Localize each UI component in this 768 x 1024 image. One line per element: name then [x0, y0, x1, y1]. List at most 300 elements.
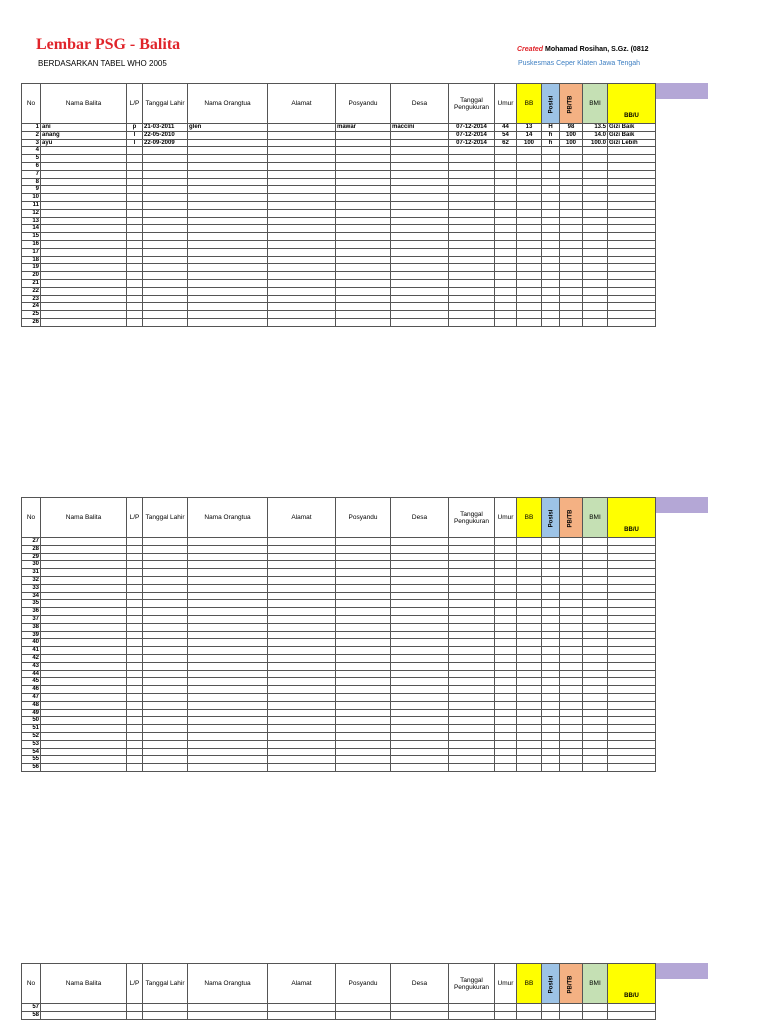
- cell-no[interactable]: 14: [22, 225, 41, 233]
- cell-bbu[interactable]: [608, 740, 656, 748]
- cell-desa[interactable]: [391, 654, 449, 662]
- cell-bb[interactable]: [517, 631, 542, 639]
- cell-no[interactable]: 39: [22, 631, 41, 639]
- cell-bmi[interactable]: [583, 240, 608, 248]
- cell-orangtua[interactable]: [188, 725, 268, 733]
- cell-tgl_ukur[interactable]: [449, 287, 495, 295]
- cell-bbu[interactable]: [608, 209, 656, 217]
- cell-orangtua[interactable]: [188, 592, 268, 600]
- cell-orangtua[interactable]: [188, 670, 268, 678]
- cell-bb[interactable]: [517, 678, 542, 686]
- cell-pbtb[interactable]: [560, 608, 583, 616]
- cell-bmi[interactable]: [583, 178, 608, 186]
- cell-bbu[interactable]: [608, 592, 656, 600]
- cell-umur[interactable]: [495, 287, 517, 295]
- cell-pbtb[interactable]: [560, 686, 583, 694]
- cell-bb[interactable]: [517, 748, 542, 756]
- cell-orangtua[interactable]: [188, 318, 268, 326]
- cell-bbu[interactable]: [608, 1004, 656, 1012]
- cell-tgl_ukur[interactable]: [449, 678, 495, 686]
- cell-tgl_ukur[interactable]: [449, 303, 495, 311]
- cell-posyandu[interactable]: [336, 592, 391, 600]
- cell-nama[interactable]: [41, 725, 127, 733]
- cell-posisi[interactable]: [542, 209, 560, 217]
- cell-bb[interactable]: [517, 295, 542, 303]
- cell-no[interactable]: 48: [22, 701, 41, 709]
- cell-pbtb[interactable]: [560, 553, 583, 561]
- cell-no[interactable]: 8: [22, 178, 41, 186]
- cell-umur[interactable]: [495, 194, 517, 202]
- cell-bb[interactable]: [517, 194, 542, 202]
- cell-bbu[interactable]: [608, 732, 656, 740]
- cell-tgl_ukur[interactable]: [449, 201, 495, 209]
- cell-no[interactable]: 2: [22, 131, 41, 139]
- cell-orangtua[interactable]: [188, 225, 268, 233]
- cell-posisi[interactable]: [542, 764, 560, 772]
- cell-alamat[interactable]: [268, 240, 336, 248]
- cell-orangtua[interactable]: [188, 264, 268, 272]
- cell-nama[interactable]: [41, 608, 127, 616]
- cell-desa[interactable]: [391, 545, 449, 553]
- cell-bbu[interactable]: [608, 272, 656, 280]
- cell-posisi[interactable]: [542, 155, 560, 163]
- cell-nama[interactable]: [41, 279, 127, 287]
- cell-alamat[interactable]: [268, 748, 336, 756]
- cell-bbu[interactable]: [608, 561, 656, 569]
- cell-posyandu[interactable]: mawar: [336, 124, 391, 132]
- cell-umur[interactable]: [495, 561, 517, 569]
- cell-posisi[interactable]: [542, 545, 560, 553]
- cell-nama[interactable]: [41, 287, 127, 295]
- cell-posisi[interactable]: [542, 709, 560, 717]
- cell-umur[interactable]: [495, 538, 517, 546]
- cell-posyandu[interactable]: [336, 576, 391, 584]
- cell-umur[interactable]: [495, 748, 517, 756]
- cell-lp[interactable]: [127, 740, 143, 748]
- cell-pbtb[interactable]: [560, 647, 583, 655]
- cell-alamat[interactable]: [268, 701, 336, 709]
- cell-lp[interactable]: [127, 756, 143, 764]
- cell-umur[interactable]: [495, 631, 517, 639]
- cell-nama[interactable]: [41, 639, 127, 647]
- cell-lp[interactable]: [127, 155, 143, 163]
- cell-tgl_ukur[interactable]: [449, 279, 495, 287]
- cell-alamat[interactable]: [268, 272, 336, 280]
- cell-no[interactable]: 50: [22, 717, 41, 725]
- cell-posyandu[interactable]: [336, 295, 391, 303]
- cell-posyandu[interactable]: [336, 1004, 391, 1012]
- cell-tgl_lahir[interactable]: [143, 264, 188, 272]
- cell-pbtb[interactable]: [560, 264, 583, 272]
- cell-no[interactable]: 32: [22, 576, 41, 584]
- cell-desa[interactable]: [391, 592, 449, 600]
- cell-posyandu[interactable]: [336, 631, 391, 639]
- cell-umur[interactable]: [495, 553, 517, 561]
- cell-no[interactable]: 21: [22, 279, 41, 287]
- cell-tgl_ukur[interactable]: [449, 264, 495, 272]
- cell-posisi[interactable]: [542, 1011, 560, 1019]
- cell-lp[interactable]: [127, 709, 143, 717]
- cell-pbtb[interactable]: [560, 740, 583, 748]
- cell-tgl_lahir[interactable]: [143, 201, 188, 209]
- cell-no[interactable]: 38: [22, 623, 41, 631]
- cell-lp[interactable]: [127, 295, 143, 303]
- cell-posisi[interactable]: [542, 670, 560, 678]
- cell-bb[interactable]: [517, 318, 542, 326]
- cell-lp[interactable]: [127, 732, 143, 740]
- cell-posyandu[interactable]: [336, 287, 391, 295]
- cell-tgl_lahir[interactable]: [143, 155, 188, 163]
- cell-orangtua[interactable]: [188, 538, 268, 546]
- cell-posyandu[interactable]: [336, 538, 391, 546]
- cell-umur[interactable]: [495, 732, 517, 740]
- cell-alamat[interactable]: [268, 318, 336, 326]
- cell-tgl_lahir[interactable]: [143, 279, 188, 287]
- cell-no[interactable]: 51: [22, 725, 41, 733]
- cell-orangtua[interactable]: [188, 561, 268, 569]
- cell-orangtua[interactable]: [188, 209, 268, 217]
- cell-pbtb[interactable]: [560, 217, 583, 225]
- cell-nama[interactable]: [41, 576, 127, 584]
- cell-alamat[interactable]: [268, 662, 336, 670]
- cell-tgl_ukur[interactable]: [449, 248, 495, 256]
- cell-alamat[interactable]: [268, 233, 336, 241]
- cell-nama[interactable]: [41, 545, 127, 553]
- cell-bbu[interactable]: Gizi Lebih: [608, 139, 656, 147]
- cell-lp[interactable]: [127, 693, 143, 701]
- cell-lp[interactable]: [127, 178, 143, 186]
- cell-lp[interactable]: [127, 553, 143, 561]
- cell-tgl_ukur[interactable]: [449, 272, 495, 280]
- cell-nama[interactable]: [41, 670, 127, 678]
- cell-tgl_ukur[interactable]: [449, 693, 495, 701]
- cell-lp[interactable]: [127, 615, 143, 623]
- cell-posyandu[interactable]: [336, 623, 391, 631]
- cell-bbu[interactable]: [608, 162, 656, 170]
- cell-bmi[interactable]: 13.5: [583, 124, 608, 132]
- cell-umur[interactable]: [495, 709, 517, 717]
- cell-lp[interactable]: [127, 764, 143, 772]
- cell-bb[interactable]: [517, 279, 542, 287]
- cell-posisi[interactable]: [542, 647, 560, 655]
- cell-posisi[interactable]: [542, 623, 560, 631]
- cell-no[interactable]: 46: [22, 686, 41, 694]
- cell-posyandu[interactable]: [336, 600, 391, 608]
- cell-bmi[interactable]: [583, 686, 608, 694]
- cell-bmi[interactable]: [583, 162, 608, 170]
- cell-posyandu[interactable]: [336, 1011, 391, 1019]
- cell-desa[interactable]: [391, 732, 449, 740]
- cell-umur[interactable]: [495, 217, 517, 225]
- cell-alamat[interactable]: [268, 201, 336, 209]
- cell-umur[interactable]: [495, 318, 517, 326]
- cell-posyandu[interactable]: [336, 545, 391, 553]
- cell-nama[interactable]: [41, 732, 127, 740]
- cell-lp[interactable]: [127, 1004, 143, 1012]
- cell-desa[interactable]: [391, 295, 449, 303]
- cell-pbtb[interactable]: [560, 295, 583, 303]
- cell-desa[interactable]: [391, 217, 449, 225]
- cell-posyandu[interactable]: [336, 264, 391, 272]
- cell-alamat[interactable]: [268, 545, 336, 553]
- cell-orangtua[interactable]: [188, 569, 268, 577]
- cell-bb[interactable]: [517, 725, 542, 733]
- cell-desa[interactable]: [391, 248, 449, 256]
- cell-lp[interactable]: [127, 279, 143, 287]
- cell-posisi[interactable]: [542, 201, 560, 209]
- cell-posyandu[interactable]: [336, 725, 391, 733]
- cell-bmi[interactable]: [583, 147, 608, 155]
- cell-posisi[interactable]: [542, 639, 560, 647]
- cell-orangtua[interactable]: [188, 631, 268, 639]
- cell-desa[interactable]: [391, 272, 449, 280]
- cell-bmi[interactable]: [583, 303, 608, 311]
- cell-nama[interactable]: [41, 318, 127, 326]
- cell-desa[interactable]: [391, 311, 449, 319]
- cell-desa[interactable]: [391, 318, 449, 326]
- cell-umur[interactable]: [495, 740, 517, 748]
- cell-lp[interactable]: [127, 623, 143, 631]
- cell-pbtb[interactable]: [560, 584, 583, 592]
- cell-bbu[interactable]: [608, 662, 656, 670]
- cell-bmi[interactable]: [583, 576, 608, 584]
- cell-alamat[interactable]: [268, 764, 336, 772]
- cell-nama[interactable]: [41, 623, 127, 631]
- cell-bb[interactable]: [517, 654, 542, 662]
- cell-desa[interactable]: [391, 538, 449, 546]
- cell-nama[interactable]: [41, 194, 127, 202]
- cell-desa[interactable]: [391, 600, 449, 608]
- cell-posisi[interactable]: [542, 631, 560, 639]
- cell-orangtua[interactable]: [188, 647, 268, 655]
- cell-bb[interactable]: [517, 584, 542, 592]
- cell-umur[interactable]: [495, 240, 517, 248]
- cell-alamat[interactable]: [268, 147, 336, 155]
- cell-tgl_lahir[interactable]: [143, 732, 188, 740]
- cell-posyandu[interactable]: [336, 225, 391, 233]
- cell-tgl_lahir[interactable]: [143, 701, 188, 709]
- cell-bbu[interactable]: [608, 600, 656, 608]
- cell-tgl_lahir[interactable]: [143, 569, 188, 577]
- cell-pbtb[interactable]: [560, 147, 583, 155]
- cell-nama[interactable]: [41, 225, 127, 233]
- cell-nama[interactable]: [41, 240, 127, 248]
- cell-nama[interactable]: [41, 647, 127, 655]
- cell-umur[interactable]: [495, 654, 517, 662]
- cell-pbtb[interactable]: [560, 545, 583, 553]
- cell-no[interactable]: 13: [22, 217, 41, 225]
- cell-umur[interactable]: [495, 147, 517, 155]
- cell-desa[interactable]: [391, 287, 449, 295]
- cell-no[interactable]: 35: [22, 600, 41, 608]
- cell-tgl_lahir[interactable]: [143, 764, 188, 772]
- cell-no[interactable]: 25: [22, 311, 41, 319]
- cell-alamat[interactable]: [268, 584, 336, 592]
- cell-nama[interactable]: [41, 756, 127, 764]
- cell-posisi[interactable]: [542, 592, 560, 600]
- cell-umur[interactable]: [495, 311, 517, 319]
- cell-lp[interactable]: [127, 569, 143, 577]
- cell-bbu[interactable]: [608, 217, 656, 225]
- cell-nama[interactable]: [41, 592, 127, 600]
- cell-bbu[interactable]: [608, 318, 656, 326]
- cell-tgl_lahir[interactable]: [143, 600, 188, 608]
- cell-tgl_ukur[interactable]: [449, 623, 495, 631]
- cell-lp[interactable]: [127, 584, 143, 592]
- cell-nama[interactable]: [41, 662, 127, 670]
- cell-no[interactable]: 47: [22, 693, 41, 701]
- cell-bbu[interactable]: [608, 545, 656, 553]
- cell-tgl_ukur[interactable]: [449, 186, 495, 194]
- cell-bb[interactable]: [517, 178, 542, 186]
- cell-lp[interactable]: [127, 217, 143, 225]
- cell-no[interactable]: 19: [22, 264, 41, 272]
- cell-bmi[interactable]: [583, 693, 608, 701]
- cell-bbu[interactable]: [608, 256, 656, 264]
- cell-umur[interactable]: [495, 670, 517, 678]
- cell-posisi[interactable]: [542, 725, 560, 733]
- cell-alamat[interactable]: [268, 538, 336, 546]
- cell-bbu[interactable]: [608, 608, 656, 616]
- cell-posisi[interactable]: [542, 615, 560, 623]
- cell-alamat[interactable]: [268, 756, 336, 764]
- cell-pbtb[interactable]: [560, 233, 583, 241]
- cell-bmi[interactable]: [583, 538, 608, 546]
- cell-no[interactable]: 53: [22, 740, 41, 748]
- cell-tgl_lahir[interactable]: [143, 186, 188, 194]
- cell-desa[interactable]: [391, 178, 449, 186]
- cell-posisi[interactable]: [542, 701, 560, 709]
- cell-orangtua[interactable]: [188, 240, 268, 248]
- cell-lp[interactable]: [127, 201, 143, 209]
- cell-bmi[interactable]: 100.0: [583, 139, 608, 147]
- cell-pbtb[interactable]: [560, 272, 583, 280]
- cell-umur[interactable]: [495, 279, 517, 287]
- cell-tgl_lahir[interactable]: [143, 717, 188, 725]
- cell-umur[interactable]: [495, 600, 517, 608]
- cell-bmi[interactable]: [583, 194, 608, 202]
- cell-desa[interactable]: [391, 303, 449, 311]
- cell-bbu[interactable]: [608, 756, 656, 764]
- cell-bbu[interactable]: [608, 279, 656, 287]
- cell-alamat[interactable]: [268, 311, 336, 319]
- cell-umur[interactable]: [495, 701, 517, 709]
- cell-tgl_lahir[interactable]: [143, 248, 188, 256]
- cell-posyandu[interactable]: [336, 170, 391, 178]
- cell-tgl_ukur[interactable]: [449, 740, 495, 748]
- cell-nama[interactable]: [41, 740, 127, 748]
- cell-tgl_ukur[interactable]: [449, 538, 495, 546]
- cell-bbu[interactable]: [608, 538, 656, 546]
- cell-posyandu[interactable]: [336, 748, 391, 756]
- cell-pbtb[interactable]: [560, 155, 583, 163]
- cell-posyandu[interactable]: [336, 201, 391, 209]
- cell-alamat[interactable]: [268, 678, 336, 686]
- cell-bbu[interactable]: [608, 233, 656, 241]
- cell-tgl_ukur[interactable]: 07-12-2014: [449, 131, 495, 139]
- cell-nama[interactable]: [41, 701, 127, 709]
- cell-posyandu[interactable]: [336, 256, 391, 264]
- cell-bmi[interactable]: [583, 592, 608, 600]
- cell-umur[interactable]: [495, 615, 517, 623]
- cell-posisi[interactable]: [542, 147, 560, 155]
- cell-alamat[interactable]: [268, 670, 336, 678]
- cell-bmi[interactable]: [583, 272, 608, 280]
- cell-alamat[interactable]: [268, 131, 336, 139]
- cell-bb[interactable]: [517, 155, 542, 163]
- cell-bbu[interactable]: [608, 623, 656, 631]
- cell-alamat[interactable]: [268, 1004, 336, 1012]
- cell-posisi[interactable]: [542, 678, 560, 686]
- cell-lp[interactable]: [127, 240, 143, 248]
- cell-posisi[interactable]: [542, 569, 560, 577]
- cell-lp[interactable]: [127, 170, 143, 178]
- cell-alamat[interactable]: [268, 686, 336, 694]
- cell-nama[interactable]: [41, 155, 127, 163]
- cell-posisi[interactable]: [542, 295, 560, 303]
- cell-tgl_lahir[interactable]: [143, 693, 188, 701]
- cell-desa[interactable]: [391, 748, 449, 756]
- cell-nama[interactable]: [41, 693, 127, 701]
- cell-no[interactable]: 55: [22, 756, 41, 764]
- cell-umur[interactable]: [495, 209, 517, 217]
- cell-lp[interactable]: [127, 256, 143, 264]
- cell-bmi[interactable]: [583, 170, 608, 178]
- cell-posyandu[interactable]: [336, 693, 391, 701]
- cell-orangtua[interactable]: [188, 732, 268, 740]
- cell-desa[interactable]: [391, 693, 449, 701]
- cell-tgl_ukur[interactable]: [449, 217, 495, 225]
- cell-desa[interactable]: [391, 584, 449, 592]
- cell-bmi[interactable]: [583, 709, 608, 717]
- cell-nama[interactable]: [41, 295, 127, 303]
- cell-tgl_ukur[interactable]: [449, 717, 495, 725]
- cell-posyandu[interactable]: [336, 740, 391, 748]
- cell-alamat[interactable]: [268, 256, 336, 264]
- cell-bbu[interactable]: [608, 1011, 656, 1019]
- cell-tgl_ukur[interactable]: [449, 670, 495, 678]
- cell-bmi[interactable]: [583, 569, 608, 577]
- cell-nama[interactable]: [41, 178, 127, 186]
- cell-bb[interactable]: [517, 303, 542, 311]
- cell-bb[interactable]: [517, 647, 542, 655]
- cell-umur[interactable]: [495, 170, 517, 178]
- cell-posisi[interactable]: [542, 717, 560, 725]
- cell-alamat[interactable]: [268, 732, 336, 740]
- cell-no[interactable]: 29: [22, 553, 41, 561]
- cell-umur[interactable]: [495, 1004, 517, 1012]
- cell-posisi[interactable]: [542, 272, 560, 280]
- cell-tgl_lahir[interactable]: [143, 592, 188, 600]
- cell-tgl_ukur[interactable]: [449, 756, 495, 764]
- cell-desa[interactable]: [391, 1011, 449, 1019]
- cell-posisi[interactable]: [542, 662, 560, 670]
- cell-posyandu[interactable]: [336, 717, 391, 725]
- cell-orangtua[interactable]: [188, 287, 268, 295]
- cell-desa[interactable]: [391, 764, 449, 772]
- cell-desa[interactable]: [391, 139, 449, 147]
- cell-pbtb[interactable]: [560, 639, 583, 647]
- cell-desa[interactable]: [391, 201, 449, 209]
- cell-orangtua[interactable]: [188, 576, 268, 584]
- cell-bmi[interactable]: [583, 256, 608, 264]
- cell-nama[interactable]: [41, 717, 127, 725]
- cell-orangtua[interactable]: [188, 764, 268, 772]
- cell-bb[interactable]: [517, 756, 542, 764]
- cell-nama[interactable]: [41, 709, 127, 717]
- cell-nama[interactable]: [41, 256, 127, 264]
- cell-desa[interactable]: [391, 725, 449, 733]
